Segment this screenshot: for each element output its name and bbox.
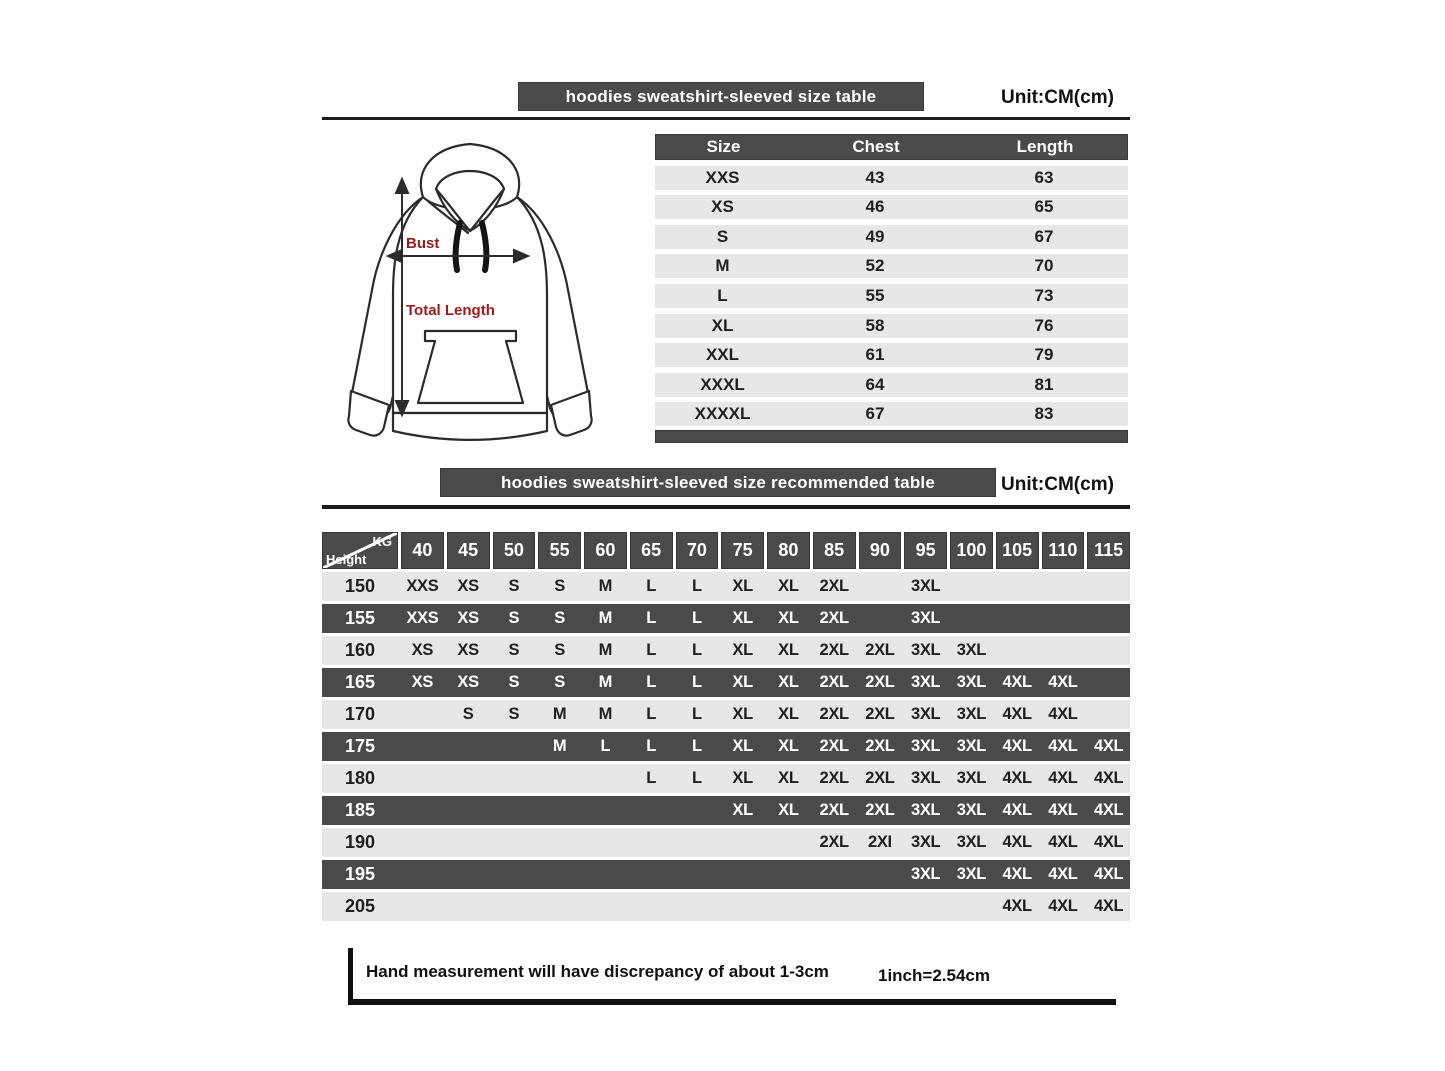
recommended-size-cell: 4XL: [1002, 865, 1032, 883]
size-table-cell-length: 79: [1034, 345, 1054, 365]
size-table-cell-length: 73: [1034, 285, 1054, 305]
recommended-size-cell: 3XL: [956, 769, 987, 787]
recommended-size-cell: 3XL: [956, 641, 987, 659]
height-row-label: 155: [344, 608, 376, 628]
weight-column-header: 55: [538, 532, 581, 569]
size-table-cell-size: XXXXL: [694, 404, 751, 424]
size-table-cell-chest: 61: [865, 345, 885, 365]
height-row-label: 175: [344, 736, 376, 756]
recommended-size-cell: XL: [732, 705, 753, 723]
size-table: [655, 134, 1128, 443]
size-table-cell-size: XXXL: [700, 374, 745, 394]
recommended-table-title: [440, 468, 996, 497]
recommended-size-cell: L: [691, 641, 702, 659]
recommended-size-cell: M: [598, 577, 613, 595]
recommended-table-unit-label: Unit:CM(cm): [1001, 474, 1114, 495]
hoodie-measurement-diagram: [330, 135, 610, 455]
recommended-size-cell: S: [508, 673, 520, 691]
recommended-table-header: [322, 532, 1130, 569]
footnote-text: Hand measurement will have discrepancy of about 1-3cm: [366, 962, 829, 981]
recommended-size-cell: 3XL: [910, 641, 941, 659]
size-table-cell-chest: 52: [865, 256, 885, 276]
size-table-body: [655, 166, 1128, 427]
recommended-size-cell: 2XI: [867, 833, 892, 851]
recommended-size-cell: XL: [732, 801, 753, 819]
recommended-table-row: [322, 764, 1130, 793]
recommended-size-cell: L: [691, 609, 702, 627]
recommended-size-cell: 4XL: [1002, 801, 1032, 819]
recommended-size-cell: 4XL: [1002, 833, 1032, 851]
footnote-bottom-line: [348, 999, 1116, 1005]
weight-column-header: 75: [721, 532, 764, 569]
kg-corner-label: KG: [372, 534, 392, 549]
recommended-size-cell: M: [598, 673, 613, 691]
recommended-table-row: [322, 700, 1130, 729]
recommended-size-cell: XS: [457, 609, 479, 627]
hoodie-pocket-outline: [418, 331, 523, 403]
recommended-size-cell: M: [598, 641, 613, 659]
size-table-row: [655, 254, 1128, 278]
recommended-size-cell: M: [598, 705, 613, 723]
recommended-size-cell: 2XL: [865, 641, 895, 659]
weight-column-header: 45: [447, 532, 490, 569]
recommended-size-cell: XL: [778, 641, 799, 659]
recommended-size-cell: L: [646, 577, 657, 595]
size-table-cell-length: 76: [1034, 315, 1054, 335]
recommended-size-cell: L: [691, 705, 702, 723]
recommended-size-cell: 3XL: [956, 673, 987, 691]
recommended-size-cell: 3XL: [910, 673, 941, 691]
recommended-table-body: [322, 572, 1130, 921]
recommended-size-cell: 4XL: [1048, 673, 1078, 691]
recommended-size-cell: 3XL: [910, 705, 941, 723]
size-table-cell-chest: 49: [865, 226, 885, 246]
height-row-label: 185: [344, 800, 376, 820]
recommended-table-row: [322, 892, 1130, 921]
height-row-label: 195: [344, 864, 376, 884]
height-row-label: 180: [344, 768, 376, 788]
size-table-cell-size: S: [716, 226, 729, 246]
weight-column-header: 70: [676, 532, 719, 569]
recommended-size-cell: L: [646, 641, 657, 659]
recommended-size-cell: XL: [732, 609, 753, 627]
recommended-size-cell: XL: [778, 577, 799, 595]
recommended-size-cell: 3XL: [910, 833, 941, 851]
recommended-size-cell: S: [462, 705, 474, 723]
recommended-size-cell: XS: [411, 641, 434, 659]
hoodie-hem-outline: [393, 413, 547, 440]
size-table-cell-size: XXS: [705, 167, 740, 187]
recommended-size-cell: XL: [778, 737, 799, 755]
size-table-header: [655, 134, 1128, 160]
recommended-size-cell: 4XL: [1048, 865, 1078, 883]
size-table-cell-chest: 67: [865, 404, 885, 424]
recommended-size-cell: XL: [778, 609, 799, 627]
recommended-size-cell: 2XL: [819, 609, 849, 627]
recommended-size-cell: XS: [457, 641, 479, 659]
size-table-row: [655, 284, 1128, 308]
size-table-row: [655, 343, 1128, 367]
height-row-label: 190: [344, 832, 376, 852]
size-table-cell-size: XL: [711, 315, 734, 335]
size-table-row: [655, 402, 1128, 426]
height-row-label: 160: [344, 640, 376, 660]
size-table-cell-size: XS: [711, 197, 734, 217]
recommended-size-cell: S: [554, 609, 565, 627]
weight-column-header: 85: [813, 532, 856, 569]
recommended-size-cell: 2XL: [819, 673, 849, 691]
weight-column-header: 95: [904, 532, 947, 569]
recommended-size-cell: 4XL: [1093, 865, 1124, 883]
size-table-cell-length: 83: [1034, 404, 1054, 424]
size-table-row: [655, 195, 1128, 219]
recommended-size-cell: 2XL: [865, 737, 895, 755]
recommended-size-cell: XL: [732, 673, 753, 691]
size-table-cell-length: 67: [1034, 226, 1054, 246]
recommended-size-cell: XXS: [406, 609, 439, 627]
weight-column-header: 60: [584, 532, 627, 569]
recommended-size-cell: S: [508, 577, 520, 595]
recommended-size-cell: M: [598, 609, 613, 627]
weight-column-header: 65: [630, 532, 673, 569]
weight-column-header: 105: [996, 532, 1039, 569]
chest-column-header: Chest: [852, 137, 900, 156]
size-table-cell-size: L: [717, 285, 728, 305]
recommended-size-cell: 4XL: [1048, 801, 1078, 819]
recommended-size-cell: 3XL: [910, 737, 941, 755]
recommended-size-cell: 4XL: [1002, 737, 1032, 755]
recommended-size-cell: 2XL: [819, 641, 849, 659]
recommended-table-row: [322, 604, 1130, 633]
recommended-size-cell: M: [552, 737, 567, 755]
height-row-label: 205: [344, 896, 376, 916]
recommended-size-cell: 3XL: [910, 801, 941, 819]
recommended-size-cell: 2XL: [819, 801, 849, 819]
size-table-title-text: hoodies sweatshirt-sleeved size table: [565, 86, 877, 106]
recommended-table-row: [322, 636, 1130, 665]
recommended-size-cell: 3XL: [956, 801, 987, 819]
size-table-row: [655, 225, 1128, 249]
height-corner-label: Height: [326, 552, 367, 567]
recommended-size-cell: 4XL: [1002, 673, 1032, 691]
recommended-size-cell: XS: [457, 577, 479, 595]
recommended-size-cell: XL: [778, 801, 799, 819]
recommended-size-cell: XS: [457, 673, 479, 691]
height-row-label: 170: [344, 704, 376, 724]
recommended-size-cell: 2XL: [865, 705, 895, 723]
recommended-size-cell: XL: [778, 673, 799, 691]
recommended-size-cell: 2XL: [819, 737, 849, 755]
recommended-size-cell: 3XL: [910, 577, 941, 595]
recommended-size-cell: S: [508, 609, 520, 627]
size-table-footer-bar: [655, 430, 1128, 443]
length-column-header: Length: [1016, 137, 1074, 156]
size-table-cell-length: 65: [1034, 197, 1054, 217]
recommended-size-cell: S: [508, 641, 520, 659]
recommended-size-cell: 4XL: [1048, 705, 1078, 723]
recommended-size-cell: 2XL: [865, 801, 895, 819]
recommended-size-cell: S: [554, 577, 565, 595]
recommended-size-cell: 4XL: [1002, 769, 1032, 787]
recommended-size-cell: XL: [732, 641, 753, 659]
footnote-conversion: 1inch=2.54cm: [878, 966, 990, 985]
size-table-title: [518, 82, 924, 111]
recommended-size-cell: XL: [778, 769, 799, 787]
recommended-table-title-text: hoodies sweatshirt-sleeved size recommended table: [500, 472, 935, 492]
height-row-label: 150: [344, 576, 376, 596]
height-row-label: 165: [344, 672, 376, 692]
size-table-cell-chest: 64: [865, 374, 885, 394]
weight-column-header: 110: [1042, 532, 1085, 569]
recommended-size-cell: M: [552, 705, 567, 723]
recommended-size-cell: 2XL: [865, 673, 895, 691]
recommended-table-row: [322, 796, 1130, 825]
recommended-table-row: [322, 572, 1130, 601]
recommended-size-cell: L: [646, 705, 657, 723]
size-table-cell-chest: 58: [865, 315, 885, 335]
recommended-size-cell: L: [646, 609, 657, 627]
middle-divider-line: [322, 505, 1130, 509]
recommended-size-cell: 4XL: [1093, 737, 1124, 755]
recommended-size-cell: 4XL: [1002, 705, 1032, 723]
recommended-size-cell: L: [691, 577, 702, 595]
size-column-header: Size: [706, 137, 741, 156]
recommended-size-table: [322, 532, 1130, 921]
recommended-size-cell: S: [508, 705, 520, 723]
recommended-size-cell: 4XL: [1048, 833, 1078, 851]
recommended-size-cell: 3XL: [956, 737, 987, 755]
recommended-table-row: [322, 668, 1130, 697]
weight-column-header: 50: [493, 532, 536, 569]
recommended-size-cell: 2XL: [819, 705, 849, 723]
recommended-size-cell: XL: [732, 577, 753, 595]
recommended-size-cell: L: [646, 673, 657, 691]
recommended-size-cell: 2XL: [865, 769, 895, 787]
recommended-size-cell: XS: [411, 673, 434, 691]
recommended-size-cell: L: [691, 769, 702, 787]
weight-column-header: 80: [767, 532, 810, 569]
recommended-size-cell: 2XL: [819, 833, 849, 851]
recommended-size-cell: L: [646, 737, 657, 755]
recommended-size-cell: XL: [732, 737, 753, 755]
recommended-size-cell: L: [600, 737, 611, 755]
weight-column-header: 100: [950, 532, 993, 569]
total-length-label: Total Length: [406, 302, 495, 319]
recommended-table-row: [322, 732, 1130, 761]
size-table-cell-chest: 43: [865, 167, 885, 187]
size-table-unit-label: Unit:CM(cm): [1001, 87, 1114, 108]
size-table-cell-length: 70: [1034, 256, 1054, 276]
recommended-size-cell: 4XL: [1048, 769, 1078, 787]
size-table-row: [655, 373, 1128, 397]
recommended-size-cell: 2XL: [819, 769, 849, 787]
size-table-cell-chest: 46: [865, 197, 885, 217]
recommended-size-cell: 3XL: [956, 833, 987, 851]
recommended-size-cell: 3XL: [910, 769, 941, 787]
top-divider-line: [322, 117, 1130, 120]
recommended-table-row: [322, 860, 1130, 889]
footnote-left-bracket: [348, 948, 353, 1005]
size-table-cell-length: 81: [1034, 374, 1054, 394]
recommended-size-cell: 3XL: [956, 865, 987, 883]
recommended-size-cell: 4XL: [1093, 801, 1124, 819]
weight-column-header: 90: [859, 532, 902, 569]
recommended-size-cell: XL: [732, 769, 753, 787]
recommended-size-cell: L: [646, 769, 657, 787]
recommended-size-cell: L: [691, 737, 702, 755]
recommended-size-cell: 3XL: [956, 705, 987, 723]
size-table-row: [655, 166, 1128, 190]
recommended-size-cell: XL: [778, 705, 799, 723]
recommended-size-cell: S: [554, 641, 565, 659]
size-table-cell-size: M: [715, 256, 730, 276]
recommended-size-cell: 4XL: [1093, 897, 1124, 915]
recommended-size-cell: 4XL: [1093, 833, 1124, 851]
size-table-cell-chest: 55: [865, 285, 885, 305]
recommended-size-cell: 3XL: [910, 865, 941, 883]
recommended-size-cell: XXS: [406, 577, 439, 595]
size-table-row: [655, 314, 1128, 338]
recommended-size-cell: 4XL: [1093, 769, 1124, 787]
recommended-size-cell: L: [691, 673, 702, 691]
recommended-size-cell: 4XL: [1002, 897, 1032, 915]
recommended-size-cell: S: [554, 673, 565, 691]
recommended-size-cell: 4XL: [1048, 737, 1078, 755]
recommended-table-row: [322, 828, 1130, 857]
recommended-size-cell: 4XL: [1048, 897, 1078, 915]
size-table-cell-size: XXL: [705, 345, 740, 365]
weight-column-header: 115: [1087, 532, 1130, 569]
size-table-cell-length: 63: [1034, 167, 1054, 187]
bust-label: Bust: [406, 235, 440, 252]
recommended-size-cell: 3XL: [910, 609, 941, 627]
recommended-size-cell: 2XL: [819, 577, 849, 595]
kg-height-corner-cell: [322, 532, 398, 569]
weight-column-header: 40: [401, 532, 444, 569]
